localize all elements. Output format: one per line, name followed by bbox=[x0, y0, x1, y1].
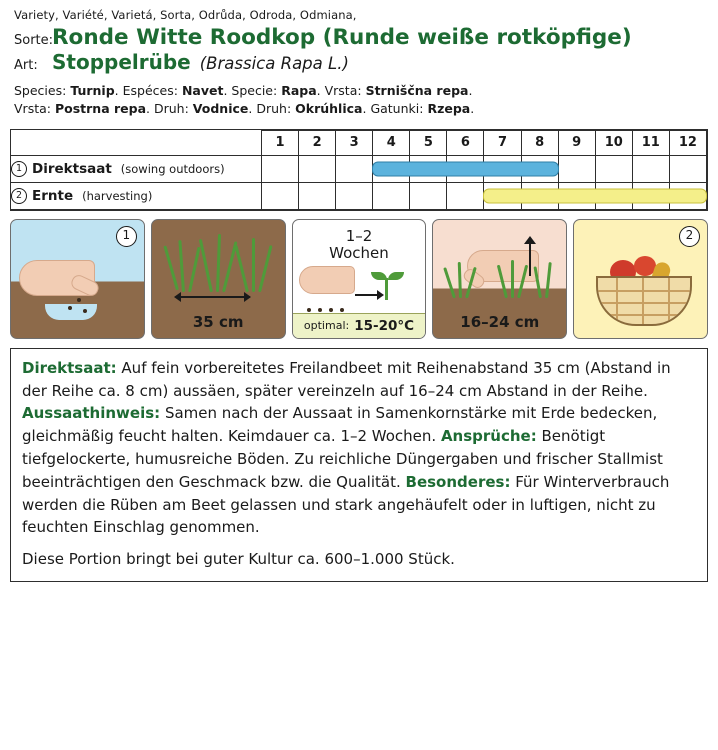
trans-lang-8: Gatunki: bbox=[370, 100, 424, 116]
footer-cut-line bbox=[12, 591, 706, 603]
cal-cell-sow-12 bbox=[669, 155, 706, 182]
cal-cell-sow-11 bbox=[632, 155, 669, 182]
harvest-bar-segment bbox=[483, 188, 521, 203]
plant-leaf-icon bbox=[258, 245, 273, 292]
sowing-label: Direktsaat bbox=[32, 160, 112, 177]
text-direktsaat: Auf fein vorbereitetes Freilandbeet mit Reihenabstand 35 cm (Abstand in der Reihe ca. 8 cm) aussäen, später vereinzeln auf 16–24 cm Abstand in der Reihe. bbox=[22, 358, 671, 400]
calendar-table bbox=[11, 130, 707, 210]
translations bbox=[14, 82, 704, 118]
thinning-caption: 16–24 cm bbox=[460, 312, 540, 331]
art-label: Art: bbox=[14, 57, 38, 73]
month-10: 10 bbox=[595, 130, 632, 155]
harvest-bar-segment bbox=[521, 188, 559, 203]
trans-name-8: Rzepa bbox=[427, 100, 471, 116]
hand-icon bbox=[299, 266, 355, 294]
cal-cell-harv-1 bbox=[262, 182, 299, 209]
cal-cell-sow-9 bbox=[558, 155, 595, 182]
arrow-head-icon bbox=[377, 290, 384, 300]
illustration-thinning bbox=[432, 219, 567, 339]
plant-leaf-icon bbox=[458, 262, 462, 298]
cal-cell-harv-2 bbox=[299, 182, 336, 209]
harvest-bar-segment bbox=[632, 188, 670, 203]
illustration-sowing bbox=[10, 219, 145, 339]
plant-leaf-icon bbox=[199, 239, 213, 292]
badge-2: 2 bbox=[679, 226, 700, 247]
month-9: 9 bbox=[558, 130, 595, 155]
badge-1: 1 bbox=[116, 226, 137, 247]
trans-lang-1: Species: bbox=[14, 82, 67, 98]
cal-cell-harv-4 bbox=[373, 182, 410, 209]
cal-cell-harv-7 bbox=[484, 182, 521, 209]
instructions-paragraph-2: Diese Portion bringt bei guter Kultur ca. 600–1.000 Stück. bbox=[22, 550, 455, 569]
cal-cell-sow-5 bbox=[410, 155, 447, 182]
basket-weave bbox=[616, 278, 618, 324]
seed-icon bbox=[318, 308, 322, 312]
trans-name-6: Vodnice bbox=[192, 100, 249, 116]
cal-cell-sow-8 bbox=[521, 155, 558, 182]
text-ansprueche: Benötigt tiefgelockerte, humusreiche Böden. Zu reichliche Düngergaben und frischer Stallmist beeinträchtigen den Geschmack bzw. die Qualität. bbox=[22, 427, 663, 491]
illustration-row-spacing bbox=[151, 219, 286, 339]
instructions-box bbox=[10, 348, 708, 582]
seed-icon bbox=[68, 306, 72, 310]
cal-cell-sow-10 bbox=[595, 155, 632, 182]
calendar-row-harvest bbox=[11, 182, 707, 209]
basket-weave bbox=[668, 278, 670, 324]
cal-cell-harv-8 bbox=[521, 182, 558, 209]
trans-name-2: Navet bbox=[181, 82, 224, 98]
month-3: 3 bbox=[336, 130, 373, 155]
plant-leaf-icon bbox=[545, 262, 552, 298]
arrow-head-up-icon bbox=[524, 236, 536, 244]
cal-cell-sow-4 bbox=[373, 155, 410, 182]
month-2: 2 bbox=[299, 130, 336, 155]
cal-cell-harv-11 bbox=[632, 182, 669, 209]
row-label-sowing bbox=[11, 155, 262, 182]
sowing-calendar bbox=[10, 129, 708, 211]
plant-leaf-icon bbox=[163, 245, 179, 290]
month-1: 1 bbox=[262, 130, 299, 155]
sowing-bar-segment bbox=[483, 161, 521, 176]
keyword-aussaathinweis: Aussaathinweis: bbox=[22, 404, 161, 423]
translations-line-2: Vrsta: Postrna repa. Druh: Vodnice. Druh: Okrúhlica. Gatunki: Rzepa. bbox=[14, 100, 475, 116]
cal-cell-harv-3 bbox=[336, 182, 373, 209]
harvest-label: Ernte bbox=[32, 187, 74, 204]
sowing-bar-segment bbox=[446, 161, 484, 176]
harvest-bar-segment bbox=[595, 188, 633, 203]
harvest-bar-segment bbox=[669, 188, 707, 203]
basket-weave bbox=[642, 278, 644, 324]
text-besonderes: Für Winterverbrauch werden die Rüben am Beet gelassen und stark angehäufelt oder in luftigen, nicht zu feuchten Einschlag genommen. bbox=[22, 472, 670, 537]
cal-cell-harv-5 bbox=[410, 182, 447, 209]
cal-cell-sow-7 bbox=[484, 155, 521, 182]
cultivar-name: Ronde Witte Roodkop (Runde weiße rotköpfige) bbox=[52, 25, 632, 50]
basket-weave bbox=[598, 314, 690, 316]
keyword-direktsaat: Direktsaat: bbox=[22, 358, 117, 377]
illustration-harvest bbox=[573, 219, 708, 339]
row-label-harvest bbox=[11, 182, 262, 209]
seedling-leaf-icon bbox=[388, 272, 404, 280]
trans-name-5: Postrna repa bbox=[54, 100, 147, 116]
cal-cell-sow-6 bbox=[447, 155, 484, 182]
cal-cell-harv-10 bbox=[595, 182, 632, 209]
harvest-bar-segment bbox=[558, 188, 596, 203]
trans-name-4: Strniščna repa bbox=[365, 82, 469, 98]
trans-name-3: Rapa bbox=[281, 82, 317, 98]
trans-lang-3: Specie: bbox=[231, 82, 278, 98]
month-12: 12 bbox=[669, 130, 706, 155]
cal-cell-harv-6 bbox=[447, 182, 484, 209]
trans-lang-7: Druh: bbox=[256, 100, 292, 116]
month-8: 8 bbox=[521, 130, 558, 155]
trans-name-7: Okrúhlica bbox=[295, 100, 363, 116]
text-aussaathinweis: Samen nach der Aussaat in Samenkornstärke mit Erde bedecken, gleichmäßig feucht halten. Keimdauer ca. 1–2 Wochen. bbox=[22, 404, 658, 446]
sowing-bar-segment bbox=[409, 161, 447, 176]
marker-1: 1 bbox=[11, 161, 27, 177]
optimal-temperature-bar bbox=[293, 313, 426, 338]
month-4: 4 bbox=[373, 130, 410, 155]
germination-duration-caption: 1–2 Wochen bbox=[329, 226, 389, 263]
basket-weave bbox=[598, 290, 690, 292]
trans-lang-6: Druh: bbox=[153, 100, 189, 116]
cal-cell-sow-3 bbox=[336, 155, 373, 182]
month-6: 6 bbox=[447, 130, 484, 155]
seed-icon bbox=[329, 308, 333, 312]
plant-leaf-icon bbox=[178, 240, 185, 292]
plant-leaf-icon bbox=[188, 247, 200, 293]
trans-lang-5: Vrsta: bbox=[14, 100, 51, 116]
cal-cell-harv-12 bbox=[669, 182, 706, 209]
cal-cell-sow-2 bbox=[299, 155, 336, 182]
plant-leaf-icon bbox=[252, 238, 255, 292]
row-spacing-caption: 35 cm bbox=[192, 312, 244, 331]
basket-weave bbox=[598, 302, 690, 304]
calendar-header-row bbox=[11, 130, 707, 155]
plant-leaf-icon bbox=[234, 245, 249, 292]
sowing-bar-segment bbox=[372, 161, 410, 176]
sowing-label-en: (sowing outdoors) bbox=[120, 161, 225, 176]
pull-arrow-icon bbox=[529, 242, 531, 276]
plant-leaf-icon bbox=[216, 234, 221, 292]
seedling-stem-icon bbox=[385, 278, 388, 300]
harvest-label-en: (harvesting) bbox=[82, 188, 153, 203]
cultivar-row bbox=[14, 27, 704, 50]
illustration-germination bbox=[292, 219, 427, 339]
trans-lang-2: Espéces: bbox=[122, 82, 178, 98]
keyword-besonderes: Besonderes: bbox=[405, 472, 511, 491]
header bbox=[0, 0, 718, 118]
variety-languages-line: Variety, Variété, Varietá, Sorta, Odrůda, Odroda, Odmiana, bbox=[14, 8, 357, 22]
optimal-value: 15-20°C bbox=[354, 317, 415, 334]
optimal-label: optimal: bbox=[303, 319, 350, 333]
species-german: Stoppelrübe bbox=[52, 49, 191, 74]
calendar-corner-cell bbox=[11, 130, 262, 155]
basket-icon bbox=[596, 276, 692, 326]
transition-arrow-icon bbox=[355, 294, 379, 296]
cal-cell-harv-9 bbox=[558, 182, 595, 209]
arrow-head-left-icon bbox=[174, 292, 181, 302]
spacing-arrow-icon bbox=[178, 296, 250, 298]
seed-icon bbox=[83, 309, 87, 313]
seed-icon bbox=[77, 298, 81, 302]
plant-leaf-icon bbox=[511, 260, 514, 298]
keyword-ansprueche: Ansprüche: bbox=[440, 427, 537, 446]
seedling-leaf-icon bbox=[371, 272, 387, 280]
month-11: 11 bbox=[632, 130, 669, 155]
translations-line-1: Species: Turnip. Espéces: Navet. Specie: Rapa. Vrsta: Strniščna repa. bbox=[14, 82, 473, 98]
month-7: 7 bbox=[484, 130, 521, 155]
instructions-paragraph-1 bbox=[22, 357, 696, 539]
species-row bbox=[14, 49, 704, 74]
calendar-row-sowing bbox=[11, 155, 707, 182]
trans-name-1: Turnip bbox=[70, 82, 115, 98]
plant-leaf-icon bbox=[444, 267, 457, 298]
month-5: 5 bbox=[410, 130, 447, 155]
species-latin: (Brassica Rapa L.) bbox=[199, 53, 349, 73]
seed-icon bbox=[340, 308, 344, 312]
marker-2: 2 bbox=[11, 188, 27, 204]
seed-icon bbox=[307, 308, 311, 312]
arrow-head-right-icon bbox=[244, 292, 251, 302]
illustration-strip bbox=[10, 219, 708, 339]
sowing-bar-segment bbox=[521, 161, 559, 176]
cal-cell-sow-1 bbox=[262, 155, 299, 182]
sorte-label: Sorte: bbox=[14, 33, 54, 48]
trans-lang-4: Vrsta: bbox=[324, 82, 362, 98]
